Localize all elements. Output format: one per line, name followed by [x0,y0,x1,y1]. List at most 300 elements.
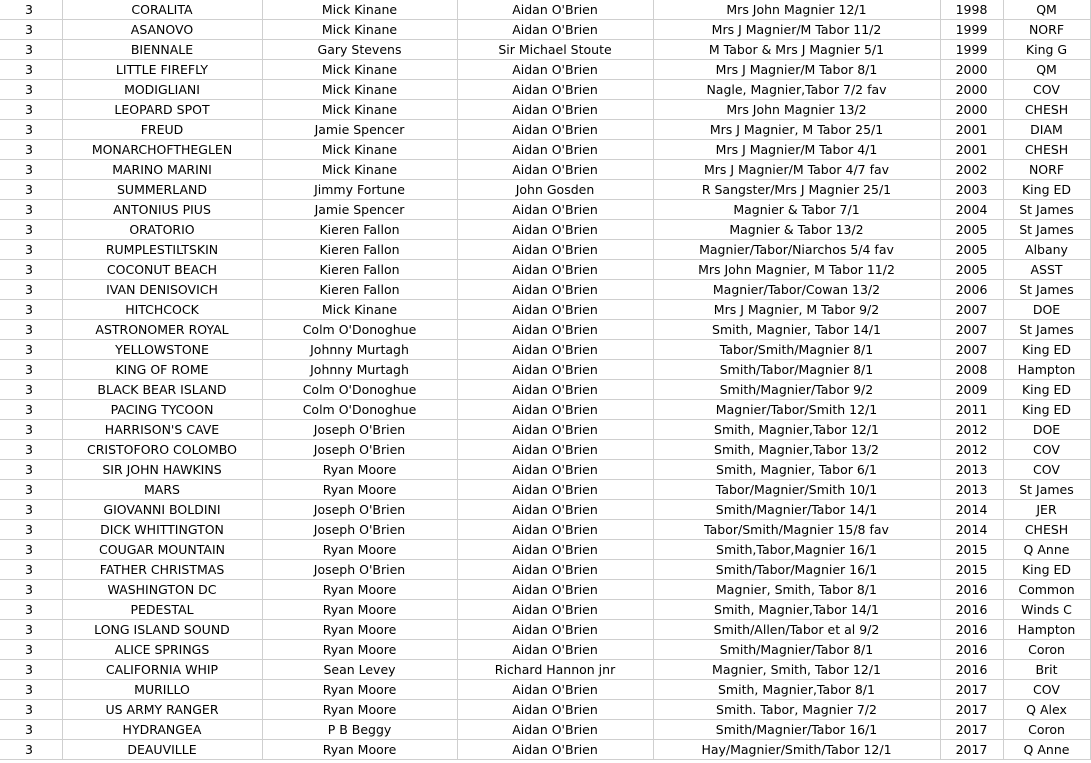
year-cell[interactable]: 2005 [940,220,1003,240]
owner-odds-cell[interactable]: Smith/Magnier/Tabor 16/1 [653,720,940,740]
trainer-cell[interactable]: Aidan O'Brien [457,560,653,580]
number-cell[interactable]: 3 [0,480,62,500]
year-cell[interactable]: 1999 [940,40,1003,60]
owner-odds-cell[interactable]: Magnier/Tabor/Cowan 13/2 [653,280,940,300]
jockey-cell[interactable]: Ryan Moore [262,640,457,660]
horse-cell[interactable]: MURILLO [62,680,262,700]
owner-odds-cell[interactable]: M Tabor & Mrs J Magnier 5/1 [653,40,940,60]
horse-cell[interactable]: ASANOVO [62,20,262,40]
jockey-cell[interactable]: Joseph O'Brien [262,520,457,540]
owner-odds-cell[interactable]: Mrs John Magnier, M Tabor 11/2 [653,260,940,280]
horse-cell[interactable]: MARINO MARINI [62,160,262,180]
horse-cell[interactable]: HITCHCOCK [62,300,262,320]
number-cell[interactable]: 3 [0,200,62,220]
horse-cell[interactable]: ANTONIUS PIUS [62,200,262,220]
year-cell[interactable]: 2000 [940,60,1003,80]
year-cell[interactable]: 2014 [940,500,1003,520]
year-cell[interactable]: 2017 [940,720,1003,740]
jockey-cell[interactable]: Joseph O'Brien [262,440,457,460]
jockey-cell[interactable]: Johnny Murtagh [262,360,457,380]
year-cell[interactable]: 1999 [940,20,1003,40]
number-cell[interactable]: 3 [0,120,62,140]
jockey-cell[interactable]: Mick Kinane [262,20,457,40]
year-cell[interactable]: 2006 [940,280,1003,300]
table-row [0,380,1090,400]
number-cell[interactable]: 3 [0,700,62,720]
horse-cell[interactable]: HYDRANGEA [62,720,262,740]
jockey-cell[interactable]: Mick Kinane [262,100,457,120]
trainer-cell[interactable]: Aidan O'Brien [457,200,653,220]
horse-cell[interactable]: WASHINGTON DC [62,580,262,600]
table-row [0,620,1090,640]
owner-odds-cell[interactable]: Magnier & Tabor 13/2 [653,220,940,240]
trainer-cell[interactable]: Aidan O'Brien [457,0,653,20]
jockey-cell[interactable]: Mick Kinane [262,300,457,320]
table-row [0,580,1090,600]
jockey-cell[interactable]: Sean Levey [262,660,457,680]
race-cell[interactable]: Winds C [1003,600,1090,620]
owner-odds-cell[interactable]: Mrs J Magnier/M Tabor 4/1 [653,140,940,160]
number-cell[interactable]: 3 [0,580,62,600]
owner-odds-cell[interactable]: Smith/Magnier/Tabor 8/1 [653,640,940,660]
jockey-cell[interactable]: Joseph O'Brien [262,560,457,580]
year-cell[interactable]: 2016 [940,600,1003,620]
owner-odds-cell[interactable]: Mrs J Magnier/M Tabor 8/1 [653,60,940,80]
jockey-cell[interactable]: Kieren Fallon [262,220,457,240]
owner-odds-cell[interactable]: Smith, Magnier, Tabor 6/1 [653,460,940,480]
jockey-cell[interactable]: Ryan Moore [262,540,457,560]
table-row [0,220,1090,240]
trainer-cell[interactable]: Aidan O'Brien [457,300,653,320]
number-cell[interactable]: 3 [0,640,62,660]
horse-cell[interactable]: SIR JOHN HAWKINS [62,460,262,480]
owner-odds-cell[interactable]: Mrs J Magnier, M Tabor 9/2 [653,300,940,320]
owner-odds-cell[interactable]: Smith,Tabor,Magnier 16/1 [653,540,940,560]
horse-cell[interactable]: US ARMY RANGER [62,700,262,720]
owner-odds-cell[interactable]: Tabor/Smith/Magnier 8/1 [653,340,940,360]
jockey-cell[interactable]: Mick Kinane [262,80,457,100]
owner-odds-cell[interactable]: Magnier & Tabor 7/1 [653,200,940,220]
jockey-cell[interactable]: Colm O'Donoghue [262,380,457,400]
jockey-cell[interactable]: Jamie Spencer [262,200,457,220]
owner-odds-cell[interactable]: Nagle, Magnier,Tabor 7/2 fav [653,80,940,100]
horse-cell[interactable]: MONARCHOFTHEGLEN [62,140,262,160]
race-cell[interactable]: COV [1003,80,1090,100]
trainer-cell[interactable]: Aidan O'Brien [457,220,653,240]
year-cell[interactable]: 2014 [940,520,1003,540]
year-cell[interactable]: 2016 [940,580,1003,600]
jockey-cell[interactable]: Kieren Fallon [262,280,457,300]
owner-odds-cell[interactable]: R Sangster/Mrs J Magnier 25/1 [653,180,940,200]
horse-cell[interactable]: YELLOWSTONE [62,340,262,360]
year-cell[interactable]: 2017 [940,740,1003,760]
race-cell[interactable]: Common [1003,580,1090,600]
year-cell[interactable]: 2016 [940,660,1003,680]
race-cell[interactable]: Coron [1003,640,1090,660]
number-cell[interactable]: 3 [0,60,62,80]
number-cell[interactable]: 3 [0,720,62,740]
table-row [0,660,1090,680]
jockey-cell[interactable]: Johnny Murtagh [262,340,457,360]
jockey-cell[interactable]: Gary Stevens [262,40,457,60]
year-cell[interactable]: 2007 [940,320,1003,340]
race-cell[interactable]: Brit [1003,660,1090,680]
jockey-cell[interactable]: Kieren Fallon [262,260,457,280]
race-cell[interactable]: Q Anne [1003,740,1090,760]
race-cell[interactable]: COV [1003,460,1090,480]
trainer-cell[interactable]: Aidan O'Brien [457,280,653,300]
horse-cell[interactable]: KING OF ROME [62,360,262,380]
table-row [0,500,1090,520]
horse-cell[interactable]: HARRISON'S CAVE [62,420,262,440]
table-row [0,180,1090,200]
table-row [0,340,1090,360]
jockey-cell[interactable]: P B Beggy [262,720,457,740]
trainer-cell[interactable]: Aidan O'Brien [457,680,653,700]
owner-odds-cell[interactable]: Smith/Tabor/Magnier 16/1 [653,560,940,580]
trainer-cell[interactable]: Aidan O'Brien [457,380,653,400]
jockey-cell[interactable]: Jimmy Fortune [262,180,457,200]
number-cell[interactable]: 3 [0,360,62,380]
horse-cell[interactable]: IVAN DENISOVICH [62,280,262,300]
owner-odds-cell[interactable]: Magnier/Tabor/Smith 12/1 [653,400,940,420]
horse-cell[interactable]: ORATORIO [62,220,262,240]
table-row [0,80,1090,100]
number-cell[interactable]: 3 [0,740,62,760]
year-cell[interactable]: 2008 [940,360,1003,380]
horse-cell[interactable]: PACING TYCOON [62,400,262,420]
jockey-cell[interactable]: Colm O'Donoghue [262,400,457,420]
race-cell[interactable]: DIAM [1003,120,1090,140]
horse-cell[interactable]: BLACK BEAR ISLAND [62,380,262,400]
horse-cell[interactable]: LONG ISLAND SOUND [62,620,262,640]
horse-cell[interactable]: DICK WHITTINGTON [62,520,262,540]
race-cell[interactable]: Q Anne [1003,540,1090,560]
trainer-cell[interactable]: Aidan O'Brien [457,340,653,360]
year-cell[interactable]: 2015 [940,540,1003,560]
number-cell[interactable]: 3 [0,420,62,440]
race-cell[interactable]: King ED [1003,380,1090,400]
jockey-cell[interactable]: Ryan Moore [262,600,457,620]
horse-cell[interactable]: BIENNALE [62,40,262,60]
table-row [0,240,1090,260]
table-row [0,740,1090,760]
race-cell[interactable]: DOE [1003,420,1090,440]
trainer-cell[interactable]: Richard Hannon jnr [457,660,653,680]
number-cell[interactable]: 3 [0,680,62,700]
owner-odds-cell[interactable]: Mrs J Magnier, M Tabor 25/1 [653,120,940,140]
jockey-cell[interactable]: Mick Kinane [262,0,457,20]
owner-odds-cell[interactable]: Smith, Magnier,Tabor 12/1 [653,420,940,440]
table-row [0,100,1090,120]
number-cell[interactable]: 3 [0,500,62,520]
race-cell[interactable]: King ED [1003,400,1090,420]
race-cell[interactable]: Albany [1003,240,1090,260]
trainer-cell[interactable]: Aidan O'Brien [457,500,653,520]
horse-cell[interactable]: FREUD [62,120,262,140]
table-row [0,200,1090,220]
trainer-cell[interactable]: John Gosden [457,180,653,200]
number-cell[interactable]: 3 [0,400,62,420]
race-cell[interactable]: COV [1003,440,1090,460]
jockey-cell[interactable]: Ryan Moore [262,700,457,720]
number-cell[interactable]: 3 [0,540,62,560]
table-row [0,400,1090,420]
year-cell[interactable]: 2005 [940,260,1003,280]
table-row [0,160,1090,180]
year-cell[interactable]: 2013 [940,480,1003,500]
table-row [0,560,1090,580]
table-row [0,440,1090,460]
jockey-cell[interactable]: Joseph O'Brien [262,420,457,440]
table-row [0,60,1090,80]
jockey-cell[interactable]: Ryan Moore [262,480,457,500]
trainer-cell[interactable]: Aidan O'Brien [457,320,653,340]
year-cell[interactable]: 2009 [940,380,1003,400]
table-row [0,360,1090,380]
owner-odds-cell[interactable]: Tabor/Smith/Magnier 15/8 fav [653,520,940,540]
race-cell[interactable]: St James [1003,480,1090,500]
table-row [0,420,1090,440]
number-cell[interactable]: 3 [0,20,62,40]
jockey-cell[interactable]: Ryan Moore [262,680,457,700]
owner-odds-cell[interactable]: Smith/Magnier/Tabor 9/2 [653,380,940,400]
race-cell[interactable]: NORF [1003,20,1090,40]
owner-odds-cell[interactable]: Mrs J Magnier/M Tabor 4/7 fav [653,160,940,180]
jockey-cell[interactable]: Ryan Moore [262,580,457,600]
trainer-cell[interactable]: Aidan O'Brien [457,540,653,560]
trainer-cell[interactable]: Aidan O'Brien [457,100,653,120]
horse-cell[interactable]: LEOPARD SPOT [62,100,262,120]
race-cell[interactable]: Hampton [1003,620,1090,640]
number-cell[interactable]: 3 [0,240,62,260]
race-cell[interactable]: King ED [1003,560,1090,580]
race-cell[interactable]: St James [1003,220,1090,240]
year-cell[interactable]: 2016 [940,640,1003,660]
jockey-cell[interactable]: Kieren Fallon [262,240,457,260]
owner-odds-cell[interactable]: Smith/Magnier/Tabor 14/1 [653,500,940,520]
table-row [0,480,1090,500]
number-cell[interactable]: 3 [0,340,62,360]
jockey-cell[interactable]: Joseph O'Brien [262,500,457,520]
horse-cell[interactable]: RUMPLESTILTSKIN [62,240,262,260]
number-cell[interactable]: 3 [0,660,62,680]
number-cell[interactable]: 3 [0,100,62,120]
owner-odds-cell[interactable]: Hay/Magnier/Smith/Tabor 12/1 [653,740,940,760]
trainer-cell[interactable]: Aidan O'Brien [457,520,653,540]
number-cell[interactable]: 3 [0,520,62,540]
year-cell[interactable]: 1998 [940,0,1003,20]
race-cell[interactable]: King ED [1003,340,1090,360]
year-cell[interactable]: 2005 [940,240,1003,260]
jockey-cell[interactable]: Ryan Moore [262,740,457,760]
trainer-cell[interactable]: Aidan O'Brien [457,740,653,760]
race-cell[interactable]: QM [1003,60,1090,80]
year-cell[interactable]: 2004 [940,200,1003,220]
year-cell[interactable]: 2015 [940,560,1003,580]
race-cell[interactable]: QM [1003,0,1090,20]
owner-odds-cell[interactable]: Smith, Magnier,Tabor 8/1 [653,680,940,700]
year-cell[interactable]: 2017 [940,680,1003,700]
owner-odds-cell[interactable]: Smith. Tabor, Magnier 7/2 [653,700,940,720]
number-cell[interactable]: 3 [0,320,62,340]
year-cell[interactable]: 2007 [940,300,1003,320]
race-cell[interactable]: CHESH [1003,140,1090,160]
jockey-cell[interactable]: Colm O'Donoghue [262,320,457,340]
race-cell[interactable]: St James [1003,200,1090,220]
horse-cell[interactable]: COCONUT BEACH [62,260,262,280]
number-cell[interactable]: 3 [0,40,62,60]
table-row [0,700,1090,720]
table-row [0,140,1090,160]
year-cell[interactable]: 2013 [940,460,1003,480]
trainer-cell[interactable]: Aidan O'Brien [457,120,653,140]
horse-cell[interactable]: LITTLE FIREFLY [62,60,262,80]
table-row [0,720,1090,740]
year-cell[interactable]: 2011 [940,400,1003,420]
horse-cell[interactable]: CALIFORNIA WHIP [62,660,262,680]
year-cell[interactable]: 2017 [940,700,1003,720]
trainer-cell[interactable]: Aidan O'Brien [457,720,653,740]
owner-odds-cell[interactable]: Smith/Allen/Tabor et al 9/2 [653,620,940,640]
race-cell[interactable]: CHESH [1003,100,1090,120]
trainer-cell[interactable]: Aidan O'Brien [457,460,653,480]
year-cell[interactable]: 2012 [940,440,1003,460]
number-cell[interactable]: 3 [0,560,62,580]
trainer-cell[interactable]: Aidan O'Brien [457,60,653,80]
table-row [0,600,1090,620]
horse-cell[interactable]: SUMMERLAND [62,180,262,200]
year-cell[interactable]: 2002 [940,160,1003,180]
owner-odds-cell[interactable]: Magnier, Smith, Tabor 12/1 [653,660,940,680]
trainer-cell[interactable]: Aidan O'Brien [457,420,653,440]
race-cell[interactable]: DOE [1003,300,1090,320]
owner-odds-cell[interactable]: Mrs J Magnier/M Tabor 11/2 [653,20,940,40]
number-cell[interactable]: 3 [0,160,62,180]
trainer-cell[interactable]: Aidan O'Brien [457,620,653,640]
owner-odds-cell[interactable]: Tabor/Magnier/Smith 10/1 [653,480,940,500]
year-cell[interactable]: 2000 [940,100,1003,120]
number-cell[interactable]: 3 [0,620,62,640]
race-cell[interactable]: Hampton [1003,360,1090,380]
owner-odds-cell[interactable]: Smith, Magnier,Tabor 14/1 [653,600,940,620]
race-cell[interactable]: Q Alex [1003,700,1090,720]
number-cell[interactable]: 3 [0,440,62,460]
number-cell[interactable]: 3 [0,260,62,280]
table-row [0,520,1090,540]
table-row [0,540,1090,560]
trainer-cell[interactable]: Aidan O'Brien [457,240,653,260]
owner-odds-cell[interactable]: Smith, Magnier,Tabor 13/2 [653,440,940,460]
horse-cell[interactable]: MARS [62,480,262,500]
jockey-cell[interactable]: Ryan Moore [262,460,457,480]
table-row [0,640,1090,660]
year-cell[interactable]: 2000 [940,80,1003,100]
number-cell[interactable]: 3 [0,220,62,240]
horse-cell[interactable]: CORALITA [62,0,262,20]
number-cell[interactable]: 3 [0,380,62,400]
number-cell[interactable]: 3 [0,300,62,320]
horse-cell[interactable]: ASTRONOMER ROYAL [62,320,262,340]
race-cell[interactable]: Coron [1003,720,1090,740]
race-cell[interactable]: King G [1003,40,1090,60]
jockey-cell[interactable]: Mick Kinane [262,140,457,160]
owner-odds-cell[interactable]: Mrs John Magnier 12/1 [653,0,940,20]
horse-cell[interactable]: GIOVANNI BOLDINI [62,500,262,520]
table-row [0,680,1090,700]
horse-cell[interactable]: ALICE SPRINGS [62,640,262,660]
year-cell[interactable]: 2001 [940,120,1003,140]
year-cell[interactable]: 2012 [940,420,1003,440]
race-cell[interactable]: ASST [1003,260,1090,280]
number-cell[interactable]: 3 [0,600,62,620]
race-cell[interactable]: King ED [1003,180,1090,200]
trainer-cell[interactable]: Aidan O'Brien [457,260,653,280]
number-cell[interactable]: 3 [0,460,62,480]
horse-cell[interactable]: DEAUVILLE [62,740,262,760]
trainer-cell[interactable]: Aidan O'Brien [457,640,653,660]
jockey-cell[interactable]: Mick Kinane [262,60,457,80]
horse-cell[interactable]: CRISTOFORO COLOMBO [62,440,262,460]
number-cell[interactable]: 3 [0,0,62,20]
owner-odds-cell[interactable]: Magnier, Smith, Tabor 8/1 [653,580,940,600]
trainer-cell[interactable]: Aidan O'Brien [457,140,653,160]
table-row [0,280,1090,300]
table-row [0,460,1090,480]
trainer-cell[interactable]: Aidan O'Brien [457,400,653,420]
horse-cell[interactable]: FATHER CHRISTMAS [62,560,262,580]
number-cell[interactable]: 3 [0,180,62,200]
horse-cell[interactable]: MODIGLIANI [62,80,262,100]
horse-cell[interactable]: PEDESTAL [62,600,262,620]
table-row [0,120,1090,140]
trainer-cell[interactable]: Aidan O'Brien [457,360,653,380]
year-cell[interactable]: 2003 [940,180,1003,200]
trainer-cell[interactable]: Aidan O'Brien [457,20,653,40]
race-cell[interactable]: St James [1003,320,1090,340]
number-cell[interactable]: 3 [0,280,62,300]
number-cell[interactable]: 3 [0,80,62,100]
jockey-cell[interactable]: Jamie Spencer [262,120,457,140]
owner-odds-cell[interactable]: Smith, Magnier, Tabor 14/1 [653,320,940,340]
trainer-cell[interactable]: Aidan O'Brien [457,80,653,100]
owner-odds-cell[interactable]: Mrs John Magnier 13/2 [653,100,940,120]
race-cell[interactable]: JER [1003,500,1090,520]
race-cell[interactable]: COV [1003,680,1090,700]
horse-cell[interactable]: COUGAR MOUNTAIN [62,540,262,560]
race-cell[interactable]: NORF [1003,160,1090,180]
trainer-cell[interactable]: Aidan O'Brien [457,160,653,180]
owner-odds-cell[interactable]: Smith/Tabor/Magnier 8/1 [653,360,940,380]
trainer-cell[interactable]: Sir Michael Stoute [457,40,653,60]
trainer-cell[interactable]: Aidan O'Brien [457,600,653,620]
year-cell[interactable]: 2016 [940,620,1003,640]
trainer-cell[interactable]: Aidan O'Brien [457,480,653,500]
year-cell[interactable]: 2007 [940,340,1003,360]
race-cell[interactable]: CHESH [1003,520,1090,540]
table-row [0,20,1090,40]
table-row [0,0,1090,20]
owner-odds-cell[interactable]: Magnier/Tabor/Niarchos 5/4 fav [653,240,940,260]
race-cell[interactable]: St James [1003,280,1090,300]
trainer-cell[interactable]: Aidan O'Brien [457,580,653,600]
number-cell[interactable]: 3 [0,140,62,160]
trainer-cell[interactable]: Aidan O'Brien [457,700,653,720]
jockey-cell[interactable]: Ryan Moore [262,620,457,640]
jockey-cell[interactable]: Mick Kinane [262,160,457,180]
trainer-cell[interactable]: Aidan O'Brien [457,440,653,460]
year-cell[interactable]: 2001 [940,140,1003,160]
